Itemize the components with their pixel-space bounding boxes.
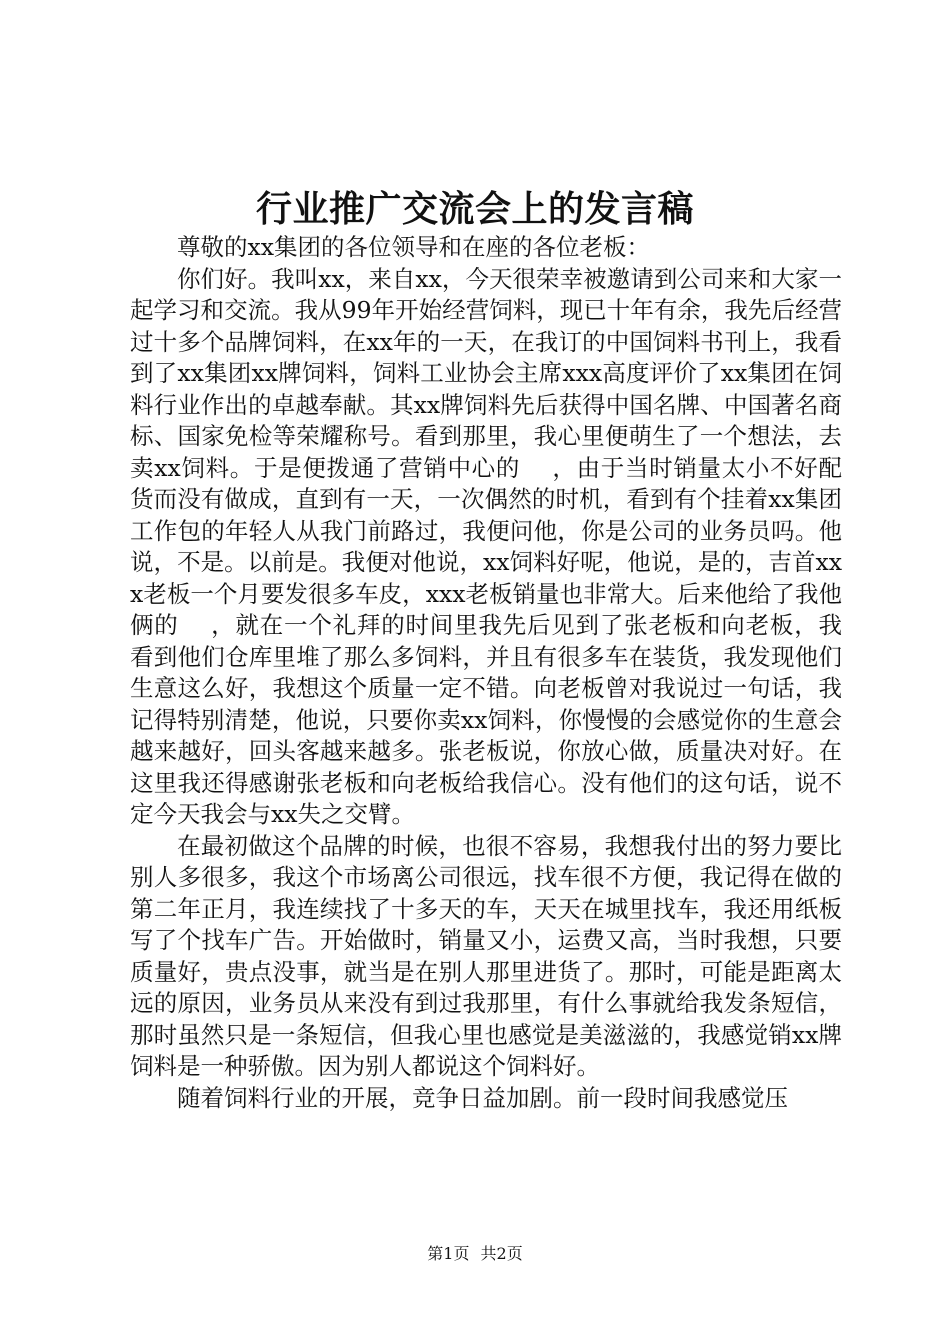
page-footer <box>0 1244 950 1264</box>
page-number: 第1页 <box>427 1244 470 1263</box>
document-title: 行业推广交流会上的发言稿 <box>255 188 694 230</box>
body-paragraph: 在最初做这个品牌的时候，也很不容易，我想我付出的努力要比别人多很多，我这个市场离公司很远，找车很不方便，我记得在做的第二年正月，我连续找了十多天的车，天天在城里找车，我还用纸板写了个找车广告。开始做时，销量又小，运费又高，当时我想，只要质量好，贵点没事，就当是在别人那里进货了。那时，可能是距离太远的原因，业务员从来没有到过我那里，有什么事就给我发条短信，那时虽然只是一条短信，但我心里也感觉是美滋滋的，我感觉销xx牌饲料是一种骄傲。因为别人都说这个饲料好。 <box>130 831 842 1080</box>
salutation-paragraph: 尊敬的xx集团的各位领导和在座的各位老板： <box>177 233 651 261</box>
body-paragraph: 随着饲料行业的开展，竞争日益加剧。前一段时间我感觉压 <box>177 1083 788 1112</box>
body-paragraph: 你们好。我叫xx，来自xx，今天很荣幸被邀请到公司来和大家一起学习和交流。我从99年开始经营饲料，现已十年有余，我先后经营过十多个品牌饲料，在xx年的一天，在我订的中国饲料书刊上，我看到了xx集团xx牌饲料，饲料工业协会主席xxx高度评价了xx集团在饲料行业作出的卓越奉献。其xx牌饲料先后获得中国名牌、中国著名商标、国家免检等荣耀称号。看到那里，我心里便萌生了一个想法，去卖xx饲料。于是便拨通了营销中心的 ，由于当时销量太小不好配货而没有做成，直到有一天，一次偶然的时机，看到有个挂着xx集团工作包的年轻人从我门前路过，我便问他，你是公司的业务员吗。他说，不是。以前是。我便对他说，xx饲料好呢，他说，是的，吉首xxx老板一个月要发很多车皮，xxx老板销量也非常大。后来他给了我他俩的 ，就在一个礼拜的时间里我先后见到了张老板和向老板，我看到他们仓库里堆了那么多饲料，并且有很多车在装货，我发现他们生意这么好，我想这个质量一定不错。向老板曾对我说过一句话，我记得特别清楚，他说，只要你卖xx饲料，你慢慢的会感觉你的生意会越来越好，回头客越来越多。张老板说，你放心做，质量决对好。在这里我还得感谢张老板和向老板给我信心。没有他们的这句话，说不定今天我会与xx失之交臂。 <box>130 264 842 828</box>
page-total: 共2页 <box>480 1244 523 1263</box>
document-body <box>130 232 842 1114</box>
